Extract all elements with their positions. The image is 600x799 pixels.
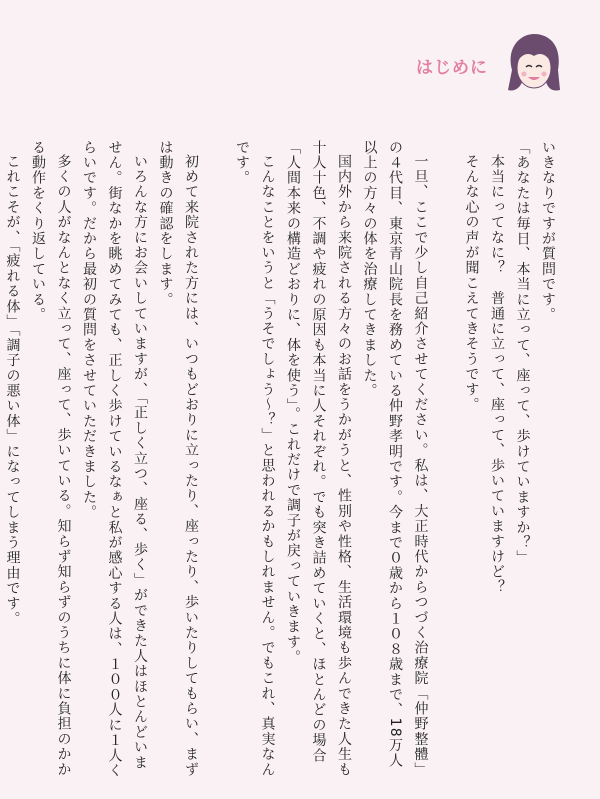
- paragraph: いろんな方にお会いしていますが、「正しく立つ、座る、歩く」ができた人はほとんどいません。街なかを眺めてみても、正しく歩けているなぁと私が感心する人は、１００人に１人くらいです。だから最初の質問をさせていただきました。: [81, 140, 148, 779]
- paragraph: 本当にってなに？ 普通に立って、座って、歩いていますけど？: [489, 154, 505, 595]
- paragraph: 初めて来院された方には、いつもどおりに立ったり、座ったり、歩いたりしてもらい、まずは動きの確認をします。: [157, 140, 199, 778]
- paragraph: 一旦、ここで少し自己紹介させてください。私は、大正時代からつづく治療院「仲野整體」の４代目、東京青山院長を務めている仲野孝明です。今まで０歳から１０８歳まで、18万人以上の方々の体を治療してきました。: [361, 140, 429, 778]
- paragraph: そんな心の声が聞こえてきそうです。: [463, 154, 480, 413]
- paragraph: これこそが、「疲れる体」「調子の悪い体」になってしまう理由です。: [4, 154, 21, 627]
- section-heading: はじめに: [416, 58, 488, 78]
- body-text: [0, 140, 560, 780]
- paragraph: 多くの人がなんとなく立って、座って、歩いている。知らず知らずのうちに体に負担のかかる動作をくり返している。: [30, 140, 72, 778]
- paragraph: 「あなたは毎日、本当に立って、座って、歩けていますか？」: [514, 140, 531, 566]
- paragraph-break: [203, 140, 229, 141]
- paragraph: 国内外から来院される方々のお話をうかがうと、性別や性格、生活環境も歩んできた人生も十人十色、不調や疲れの原因も本当に人それぞれ。でも突き詰めていくと、ほとんどの場合「人間本来の構造どおりに、体を使う」。これだけで調子が戻っていきます。: [285, 140, 352, 778]
- paragraph-break: [433, 140, 459, 141]
- paragraph: いきなりですが質問です。: [540, 140, 556, 323]
- paragraph: こんなことをいうと「うそでしょう～？」と思われるかもしれません。でもこれ、真実なんです。: [234, 140, 276, 778]
- woman-smiling-icon: [502, 30, 566, 100]
